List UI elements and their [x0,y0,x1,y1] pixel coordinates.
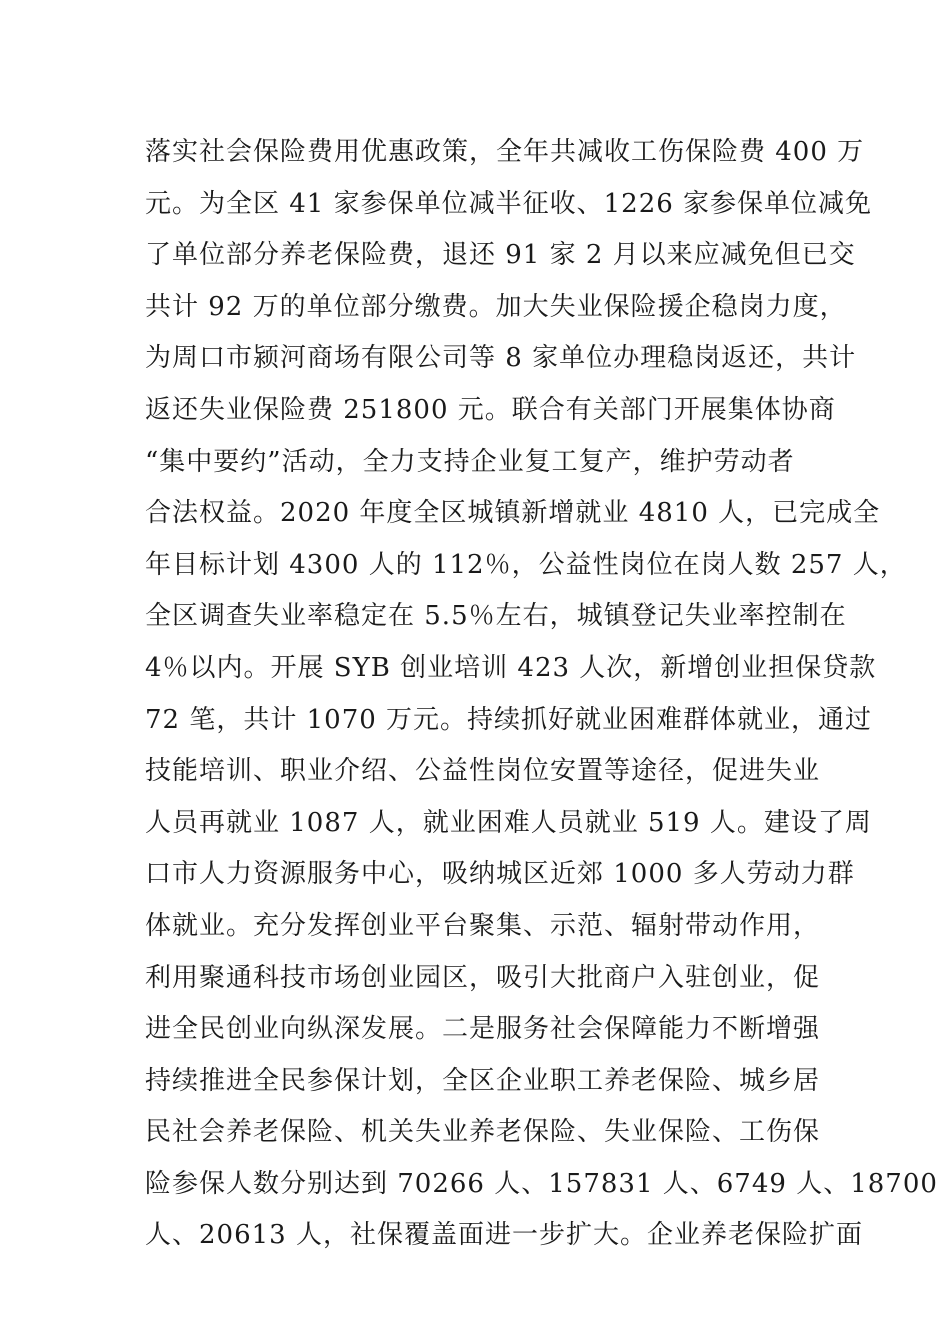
text-line-15: 口市人力资源服务中心，吸纳城区近郊 1000 多人劳动力群 [145,859,855,890]
text-line-9: 年目标计划 4300 人的 112％，公益性岗位在岗人数 257 人， [145,549,907,580]
text-line-13: 技能培训、职业介绍、公益性岗位安置等途径，促进失业 [145,756,821,787]
text-line-12: 72 笔，共计 1070 万元。持续抓好就业困难群体就业，通过 [145,704,873,735]
text-line-20: 民社会养老保险、机关失业养老保险、失业保险、工伤保 [145,1117,821,1148]
text-line-22: 人、20613 人，社保覆盖面进一步扩大。企业养老保险扩面 [145,1220,863,1251]
text-line-3: 了单位部分养老保险费，退还 91 家 2 月以来应减免但已交 [145,240,856,271]
text-line-7: “集中要约”活动，全力支持企业复工复产，维护劳动者 [145,446,795,477]
text-line-8: 合法权益。2020 年度全区城镇新增就业 4810 人，已完成全 [145,498,881,529]
text-line-6: 返还失业保险费 251800 元。联合有关部门开展集体协商 [145,394,836,425]
text-line-10: 全区调查失业率稳定在 5.5％左右，城镇登记失业率控制在 [145,601,847,632]
text-line-1: 落实社会保险费用优惠政策，全年共减收工伤保险费 400 万 [145,137,865,167]
text-line-19: 持续推进全民参保计划，全区企业职工养老保险、城乡居 [145,1065,821,1096]
text-line-17: 利用聚通科技市场创业园区，吸引大批商户入驻创业，促 [145,962,821,993]
text-line-16: 体就业。充分发挥创业平台聚集、示范、辐射带动作用， [145,910,821,941]
text-line-18: 进全民创业向纵深发展。二是服务社会保障能力不断增强 [145,1014,821,1045]
body-text [145,127,938,1262]
text-line-4: 共计 92 万的单位部分缴费。加大失业保险援企稳岗力度， [145,291,847,322]
text-line-21: 险参保人数分别达到 70266 人、157831 人、6749 人、18700 [145,1168,938,1199]
text-line-11: 4％以内。开展 SYB 创业培训 423 人次，新增创业担保贷款 [145,652,877,683]
text-line-14: 人员再就业 1087 人，就业困难人员就业 519 人。建设了周 [145,807,872,838]
text-line-2: 元。为全区 41 家参保单位减半征收、1226 家参保单位减免 [145,188,873,219]
text-line-5: 为周口市颍河商场有限公司等 8 家单位办理稳岗返还，共计 [145,343,857,374]
